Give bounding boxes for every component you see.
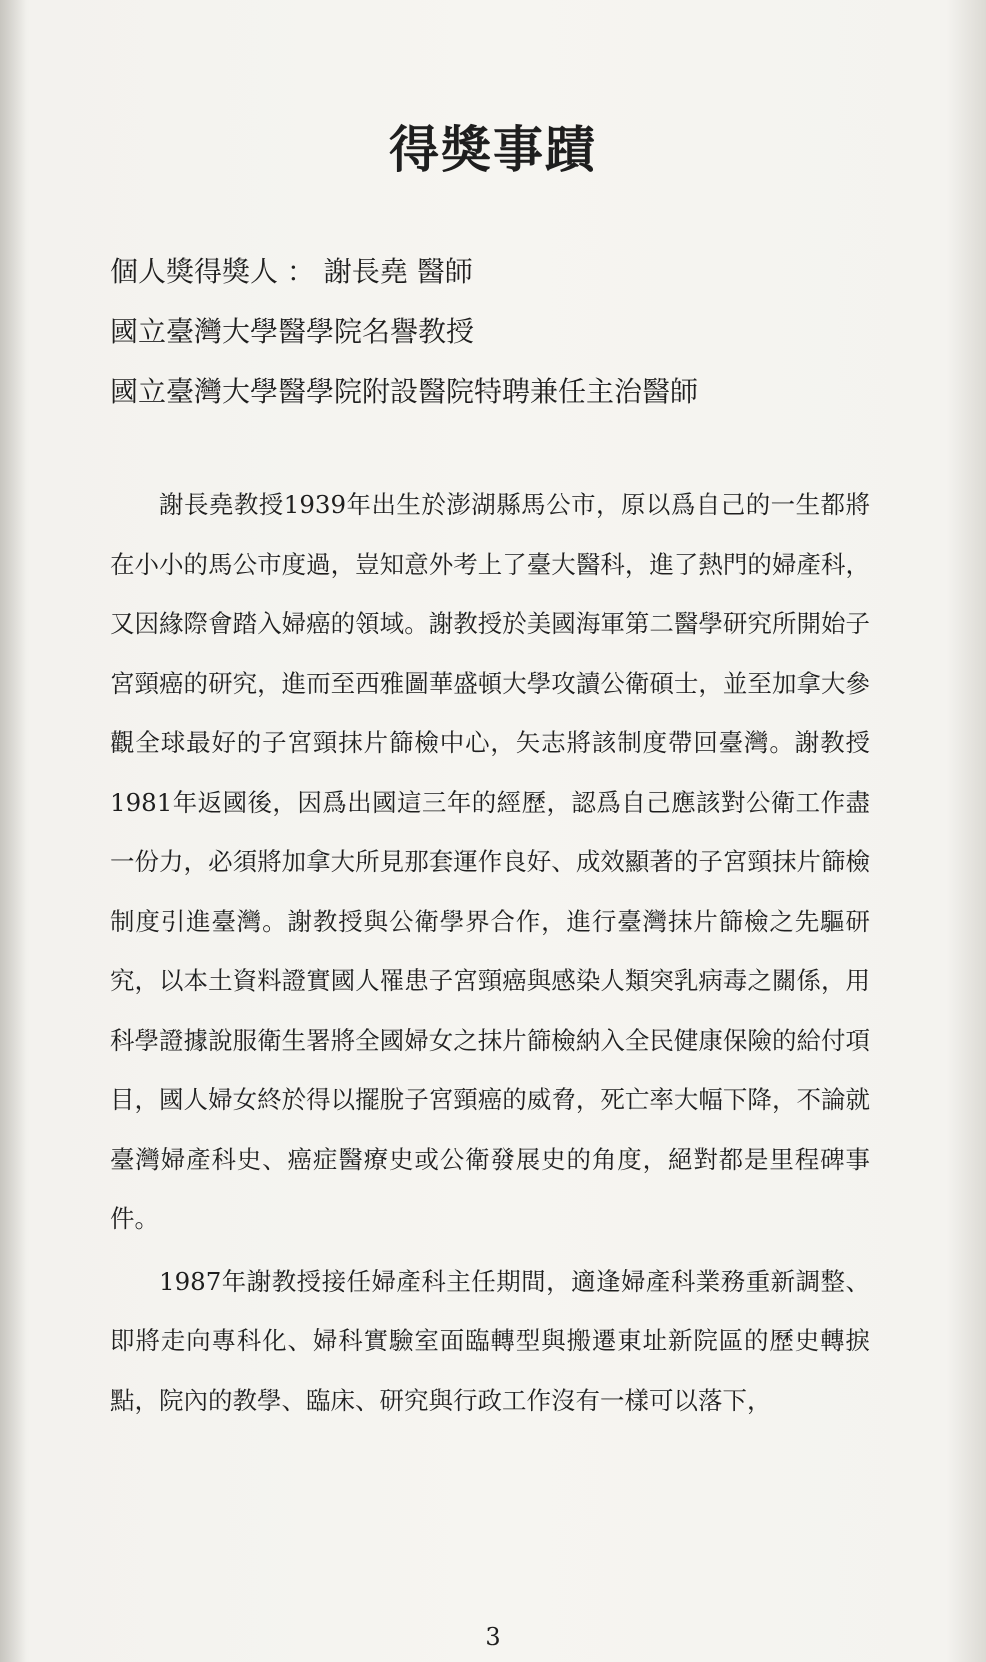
page-number: 3 xyxy=(485,1623,501,1651)
paragraph-1: 謝長堯教授1939年出生於澎湖縣馬公市，原以爲自己的一生都將在小小的馬公市度過，豈知意外考上了臺大醫科，進了熱門的婦產科，又因緣際會踏入婦癌的領域。謝教授於美國海軍第二醫學研究所開始子宮頸癌的研究，進而至西雅圖華盛頓大學攻讀公衛碩士，並至加拿大參觀全球最好的子宮頸抹片篩檢中心，矢志將該制度帶回臺灣。謝教授1981年返國後，因爲出國這三年的經歷，認爲自己應該對公衛工作盡一份力，必須將加拿大所見那套運作良好、成效顯著的子宮頸抹片篩檢制度引進臺灣。謝教授與公衛學界合作，進行臺灣抹片篩檢之先驅研究，以本土資料證實國人罹患子宮頸癌與感染人類突乳病毒之關係，用科學證據說服衛生署將全國婦女之抹片篩檢納入全民健康保險的給付項目，國人婦女終於得以擺脫子宮頸癌的威脅，死亡率大幅下降，不論就臺灣婦產科史、癌症醫療史或公衛發展史的角度，絕對都是里程碑事件。 xyxy=(110,490,870,1233)
page-edge-shadow xyxy=(0,0,26,1662)
awardee-position-2: 國立臺灣大學醫學院附設醫院特聘兼任主治醫師 xyxy=(110,375,699,408)
page-title: 得獎事蹟 xyxy=(389,120,597,179)
awardee-info xyxy=(110,242,910,422)
body-text xyxy=(110,475,870,1430)
awardee-position-1: 國立臺灣大學醫學院名譽教授 xyxy=(110,315,475,348)
paragraph-2: 1987年謝教授接任婦產科主任期間，適逢婦產科業務重新調整、即將走向專科化、婦科實驗室面臨轉型與搬遷東址新院區的歷史轉捩點，院內的教學、臨床、研究與行政工作沒有一樣可以落下， xyxy=(110,1266,870,1415)
awardee-name: 個人獎得獎人 ： 謝長堯 醫師 xyxy=(110,255,473,288)
